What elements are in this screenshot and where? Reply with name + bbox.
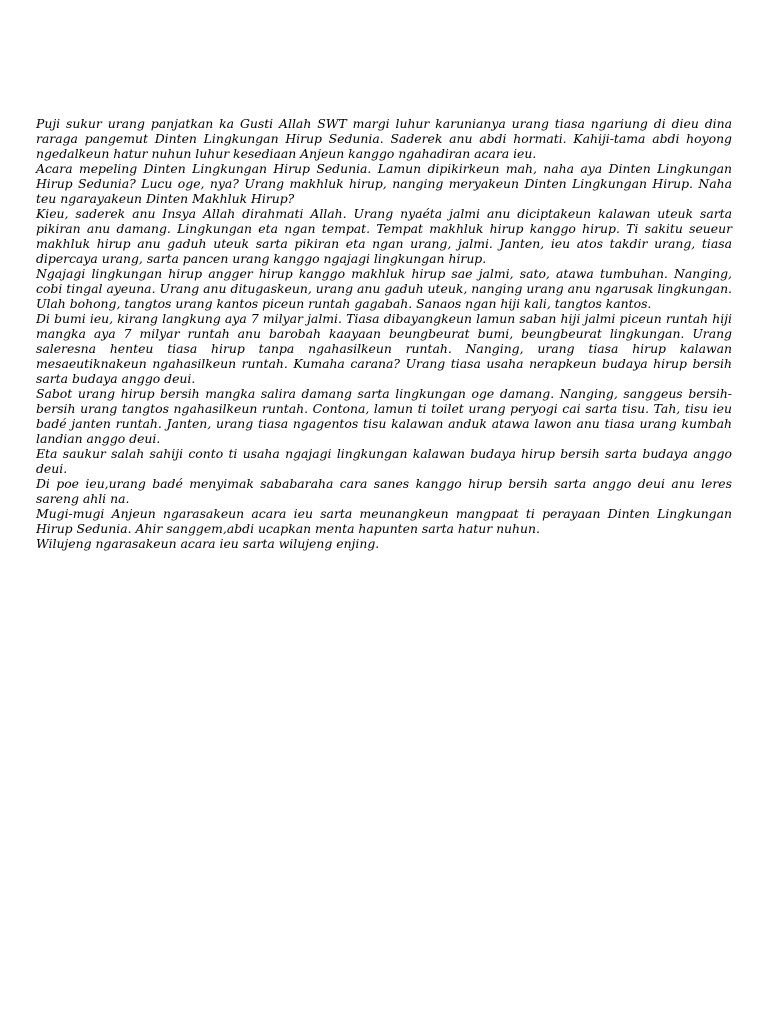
paragraph-example-summary: Eta saukur salah sahiji conto ti usaha ngajagi lingkungan kalawan budaya hirup bersih sarta budaya anggo deui. [36, 446, 732, 476]
speech-text-body [36, 116, 732, 551]
paragraph-farewell: Wilujeng ngarasakeun acara ieu sarta wilujeng enjing. [36, 536, 380, 551]
paragraph-human-responsibility: Kieu, saderek anu Insya Allah dirahmati Allah. Urang nyaéta jalmi anu diciptakeun kalawan uteuk sarta pikiran anu damang. Lingkungan eta ngan tempat. Tempat makhluk hirup kanggo hirup. Ti sakitu seueur makhluk hirup anu gaduh uteuk sarta pikiran eta ngan urang, jalmi. Janten, ieu atos takdir urang, tiasa dipercaya urang, sarta pancen urang kanggo ngajagi lingkungan hirup. [36, 206, 732, 266]
paragraph-clean-living: Sabot urang hirup bersih mangka salira damang sarta lingkungan oge damang. Nanging, sanggeus bersih-bersih urang tangtos ngahasilkeun runtah. Contona, lamun ti toilet urang peryogi cai sarta tisu. Tah, tisu ieu badé janten runtah. Janten, urang tiasa ngagentos tisu kalawan anduk atawa lawon anu tiasa urang kumbah landian anggo deui. [36, 386, 732, 446]
paragraph-closing-thanks: Mugi-mugi Anjeun ngarasakeun acara ieu sarta meunangkeun mangpaat ti perayaan Dinten Lingkungan Hirup Sedunia. Ahir sanggem,abdi ucapkan menta hapunten sarta hatur nuhun. [36, 506, 732, 536]
paragraph-opening-gratitude: Puji sukur urang panjatkan ka Gusti Allah SWT margi luhur karunianya urang tiasa ngariung di dieu dina raraga pangemut Dinten Lingkungan Hirup Sedunia. Saderek anu abdi hormati. Kahiji-tama abdi hoyong ngedalkeun hatur nuhun luhur kesediaan Anjeun kanggo ngahadiran acara ieu. [36, 116, 732, 161]
paragraph-protecting-environment: Ngajagi lingkungan hirup angger hirup kanggo makhluk hirup sae jalmi, sato, atawa tumbuhan. Nanging, cobi tingal ayeuna. Urang anu ditugaskeun, urang anu gaduh uteuk, nanging urang anu ngarusak lingkungan. Ulah bohong, tangtos urang kantos piceun runtah gagabah. Sanaos ngan hiji kali, tangtos kantos. [36, 266, 732, 311]
paragraph-experts-intro: Di poe ieu,urang badé menyimak sababaraha cara sanes kanggo hirup bersih sarta anggo deui anu leres sareng ahli na. [36, 476, 732, 506]
paragraph-event-question: Acara mepeling Dinten Lingkungan Hirup Sedunia. Lamun dipikirkeun mah, naha aya Dinten Lingkungan Hirup Sedunia? Lucu oge, nya? Urang makhluk hirup, nanging meryakeun Dinten Lingkungan Hirup. Naha teu ngarayakeun Dinten Makhluk Hirup? [36, 161, 732, 206]
paragraph-waste-burden: Di bumi ieu, kirang langkung aya 7 milyar jalmi. Tiasa dibayangkeun lamun saban hiji jalmi piceun runtah hiji mangka aya 7 milyar runtah anu barobah kaayaan beungbeurat bumi, beungbeurat lingkungan. Urang saleresna henteu tiasa hirup tanpa ngahasilkeun runtah. Nanging, urang tiasa hirup kalawan mesaeutiknakeun ngahasilkeun runtah. Kumaha carana? Urang tiasa usaha nerapkeun budaya hirup bersih sarta budaya anggo deui. [36, 311, 732, 386]
